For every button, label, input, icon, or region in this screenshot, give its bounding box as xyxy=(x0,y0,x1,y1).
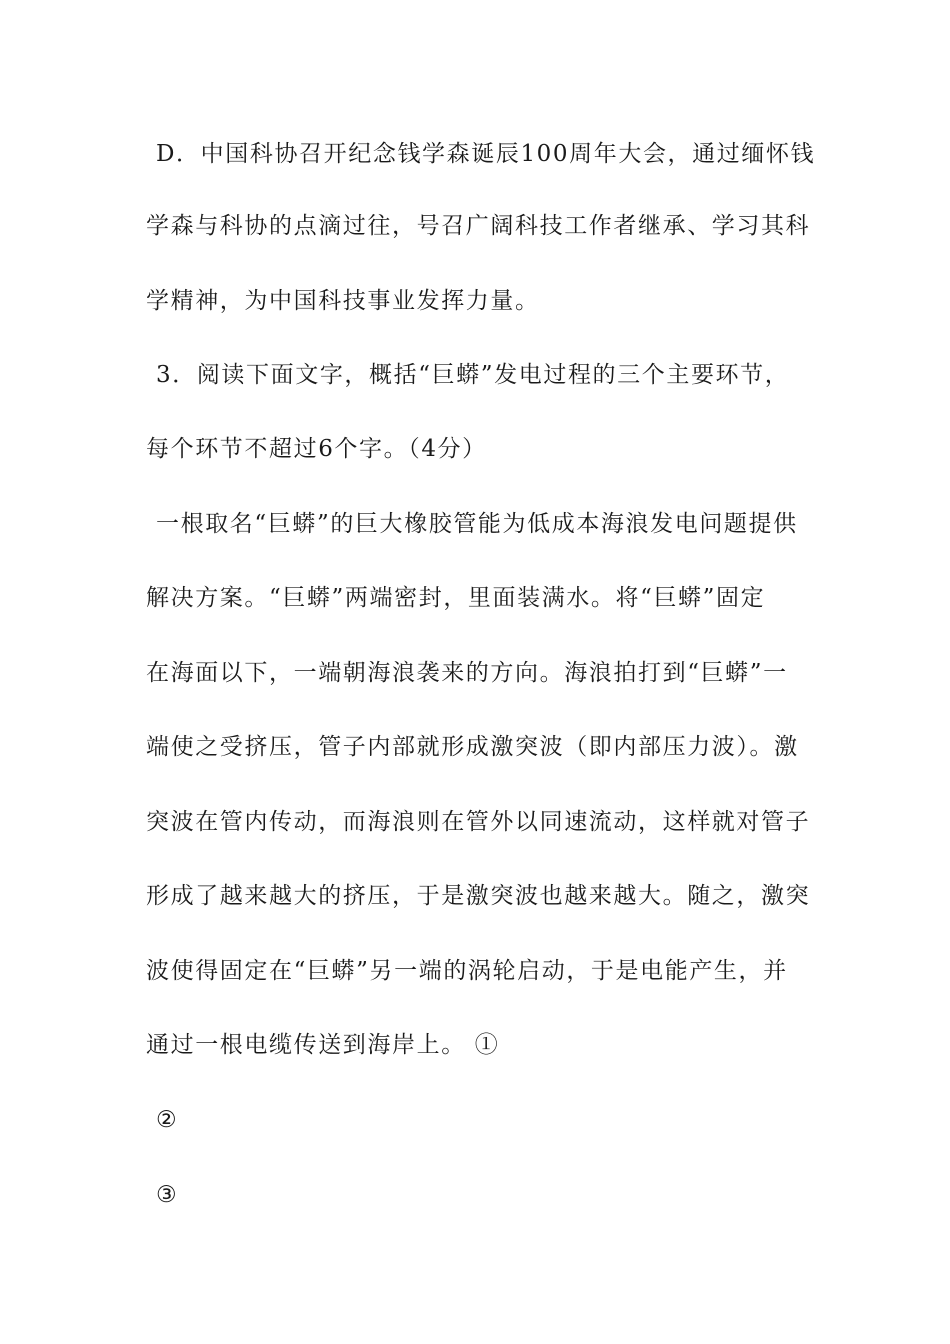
question-3-line-1: 3．阅读下面文字，概括“巨蟒”发电过程的三个主要环节， xyxy=(156,362,790,388)
option-d-line-3: 学精神，为中国科技事业发挥力量。 xyxy=(146,288,540,314)
question-3-line-2: 每个环节不超过6个字。（4分） xyxy=(146,436,487,462)
passage-line-4: 端使之受挤压，管子内部就形成激突波（即内部压力波）。激 xyxy=(146,734,799,760)
option-d-line-2: 学森与科协的点滴过往，号召广阔科技工作者继承、学习其科 xyxy=(146,213,811,239)
passage-line-8-answer-1: 通过一根电缆传送到海岸上。 ① xyxy=(146,1032,500,1058)
passage-line-2: 解决方案。“巨蟒”两端密封，里面装满水。将“巨蟒”固定 xyxy=(146,585,766,611)
passage-line-3: 在海面以下，一端朝海浪袭来的方向。海浪拍打到“巨蟒”一 xyxy=(146,660,788,686)
answer-2-marker: ② xyxy=(156,1107,179,1133)
passage-line-7: 波使得固定在“巨蟒”另一端的涡轮启动，于是电能产生，并 xyxy=(146,958,788,984)
answer-3-marker: ③ xyxy=(156,1182,179,1208)
passage-line-5: 突波在管内传动，而海浪则在管外以同速流动，这样就对管子 xyxy=(146,809,811,835)
passage-line-1: 一根取名“巨蟒”的巨大橡胶管能为低成本海浪发电问题提供 xyxy=(156,511,798,537)
option-d-line-1: D．中国科协召开纪念钱学森诞辰100周年大会，通过缅怀钱 xyxy=(156,141,816,167)
passage-line-6: 形成了越来越大的挤压，于是激突波也越来越大。随之，激突 xyxy=(146,883,811,909)
